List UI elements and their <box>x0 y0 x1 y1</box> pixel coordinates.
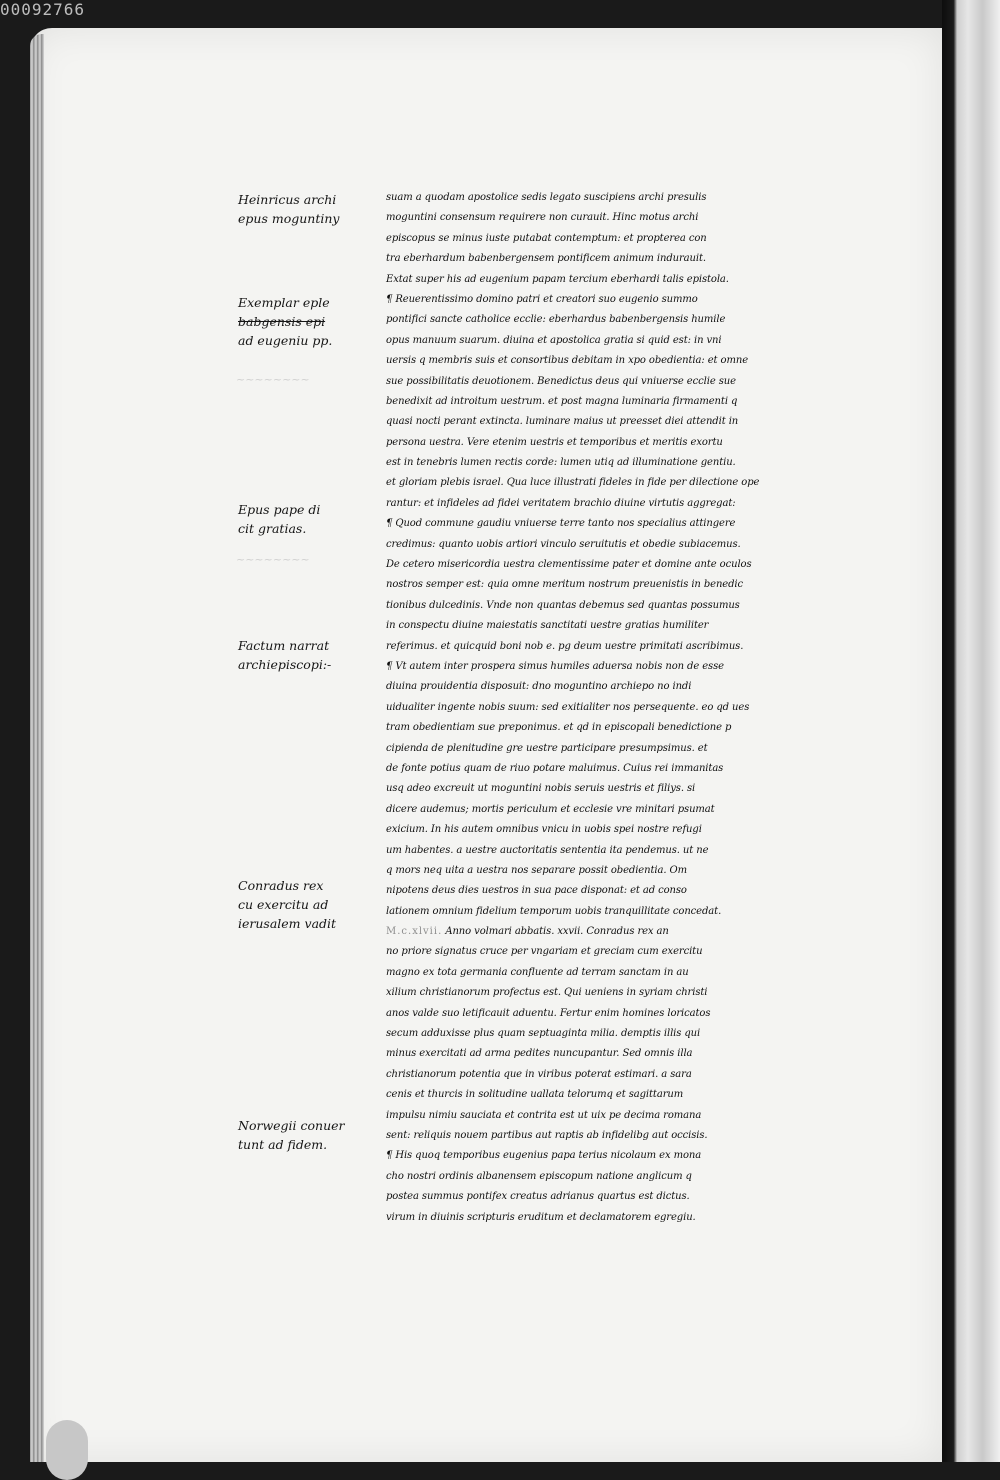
text-line: rantur: et infideles ad fidei veritatem brachio diuine virtutis aggregat: <box>386 497 736 509</box>
text-line: ¶ Quod commune gaudiu vniuerse terre tanto nos specialius attingere <box>386 518 736 530</box>
text-line: pontifici sancte catholice ecclie: eberhardus babenbergensis humile <box>386 314 726 326</box>
text-line: no priore signatus cruce per vngariam et greciam cum exercitu <box>386 946 703 958</box>
text-line: De cetero misericordia uestra clementissime pater et domine ante oculos <box>386 559 752 571</box>
text-line: lationem omnium fidelium temporum uobis tranquillitate concedat. <box>386 905 722 917</box>
bleed-through-trace: ~~~~~~~~ <box>236 553 310 566</box>
text-line: dicere audemus; mortis periculum et ecclesie vre minitari psumat <box>386 803 715 815</box>
text-line: sent: reliquis nouem partibus aut raptis ab infidelibg aut occisis. <box>386 1129 708 1141</box>
thumb <box>46 1420 88 1480</box>
shelfmark: 00092766 <box>0 0 86 19</box>
text-line: benedixit ad introitum uestrum. et post magna luminaria firmamenti q <box>386 395 738 407</box>
marginal-note-line: Exemplar eple <box>238 295 330 310</box>
text-line: uidualiter ingente nobis suum: sed exitialiter nos persequente. eo qd ues <box>386 701 750 713</box>
text-line: est in tenebris lumen rectis corde: lumen utiq ad illuminatione gentiu. <box>386 457 736 469</box>
text-line: uersis q membris suis et consortibus debitam in xpo obedientia: et omne <box>386 355 749 367</box>
marginal-note-line: cu exercitu ad <box>238 897 329 912</box>
marginal-note-line: archiepiscopi:- <box>238 657 332 672</box>
text-line: xilium christianorum profectus est. Qui ueniens in syriam christi <box>386 987 708 999</box>
text-line: et gloriam plebis israel. Qua luce illustrati fideles in fide per dilectione ope <box>386 477 760 489</box>
marginal-note-line: babgensis epi <box>238 314 326 329</box>
text-line: q mors neq uita a uestra nos separare possit obedientia. Om <box>386 864 687 876</box>
marginal-note-norwegii <box>238 1116 358 1154</box>
marginal-note-line: Factum narrat <box>238 638 330 653</box>
text-line: sue possibilitatis deuotionem. Benedictus deus qui vniuerse ecclie sue <box>386 375 736 387</box>
marginal-note-line: Conradus rex <box>238 878 324 893</box>
text-line: credimus: quanto uobis artiori vinculo seruitutis et obedie subiacemus. <box>386 538 741 550</box>
text-line: ¶ His quoq temporibus eugenius papa terius nicolaum ex mona <box>386 1150 702 1162</box>
marginal-note-line: tunt ad fidem. <box>238 1137 328 1152</box>
text-line: episcopus se minus iuste putabat contemptum: et propterea con <box>386 232 707 244</box>
text-line: cipienda de plenitudine gre uestre participare presumpsimus. et <box>386 742 708 754</box>
text-line: nostros semper est: quia omne meritum nostrum preuenistis in benedic <box>386 579 744 591</box>
text-line: tionibus dulcedinis. Vnde non quantas debemus sed quantas possumus <box>386 599 740 611</box>
marginal-note-line: ad eugeniu pp. <box>238 333 333 348</box>
text-line: virum in diuinis scripturis eruditum et declamatorem egregiu. <box>386 1211 696 1223</box>
year-marker: M.c.xlvii. <box>386 926 443 938</box>
text-line: impulsu nimiu sauciata et contrita est ut uix pe decima romana <box>386 1109 702 1121</box>
text-line: secum adduxisse plus quam septuaginta milia. demptis illis qui <box>386 1028 701 1040</box>
text-line: um habentes. a uestre auctoritatis sententia ita pendemus. ut ne <box>386 844 709 856</box>
text-line: usq adeo excreuit ut moguntini nobis seruis uestris et filiys. si <box>386 783 696 795</box>
marginal-note-line: ierusalem vadit <box>238 916 337 931</box>
bleed-through-trace: ~~~~~~~~ <box>236 373 310 386</box>
marginal-note-line: epus moguntiny <box>238 211 340 226</box>
marginal-note-line: Epus pape di <box>238 502 321 517</box>
text-line: moguntini consensum requirere non curauit. Hinc motus archi <box>386 212 699 224</box>
text-line: Extat super his ad eugenium papam tercium eberhardi talis epistola. <box>386 273 729 285</box>
text-line: referimus. et quicquid boni nob e. pg deum uestre primitati ascribimus. <box>386 640 744 652</box>
text-line: cenis et thurcis in solitudine uallata telorumq et sagittarum <box>386 1089 684 1101</box>
text-line: quasi nocti perant extincta. luminare maius ut preesset diei attendit in <box>386 416 739 428</box>
text-line: M.c.xlvii. Anno volmari abbatis. xxvii. Conradus rex an <box>386 926 669 938</box>
text-line: persona uestra. Vere etenim uestris et temporibus et meritis exortu <box>386 436 723 448</box>
marginal-note-line: Heinricus archi <box>238 192 337 207</box>
marginal-note-line: cit gratias. <box>238 521 307 536</box>
text-line: diuina prouidentia disposuit: dno moguntino archiepo no indi <box>386 681 692 693</box>
marginal-note-exemplar <box>238 293 358 350</box>
main-text-column <box>386 188 926 1228</box>
text-line: christianorum potentia que in viribus poterat estimari. a sara <box>386 1068 692 1080</box>
text-line: cho nostri ordinis albanensem episcopum natione anglicum q <box>386 1170 692 1182</box>
text-line: anos valde suo letificauit aduentu. Fertur enim homines loricatos <box>386 1007 711 1019</box>
marginal-note-heinricus <box>238 190 358 228</box>
binding-edge <box>30 34 44 1462</box>
marginal-note-factum <box>238 636 358 674</box>
marginal-note-conradus <box>238 876 358 933</box>
text-line: postea summus pontifex creatus adrianus quartus est dictus. <box>386 1191 690 1203</box>
text-line: tram obedientiam sue preponimus. et qd in episcopali benedictione p <box>386 722 732 734</box>
marginal-note-epus-pape <box>238 500 358 538</box>
text-line: ¶ Vt autem inter prospera simus humiles aduersa nobis non de esse <box>386 660 724 672</box>
text-line: exicium. In his autem omnibus vnicu in uobis spei nostre refugi <box>386 824 702 836</box>
facing-page-edge <box>942 0 1000 1462</box>
text-line: magno ex tota germania confluente ad terram sanctam in au <box>386 966 689 978</box>
text-line: opus manuum suarum. diuina et apostolica gratia si quid est: in vni <box>386 334 722 346</box>
text-line: in conspectu diuine maiestatis sanctitati uestre gratias humiliter <box>386 620 709 632</box>
text-line: minus exercitati ad arma pedites nuncupantur. Sed omnis illa <box>386 1048 693 1060</box>
text-line: suam a quodam apostolice sedis legato suscipiens archi presulis <box>386 192 707 203</box>
text-line: de fonte potius quam de riuo potare maluimus. Cuius rei immanitas <box>386 762 724 774</box>
marginal-note-line: Norwegii conuer <box>238 1118 345 1133</box>
text-line: nipotens deus dies uestros in sua pace disponat: et ad conso <box>386 885 687 897</box>
text-line: ¶ Reuerentissimo domino patri et creatori suo eugenio summo <box>386 293 698 305</box>
text-line: tra eberhardum babenbergensem pontificem animum indurauit. <box>386 253 706 265</box>
